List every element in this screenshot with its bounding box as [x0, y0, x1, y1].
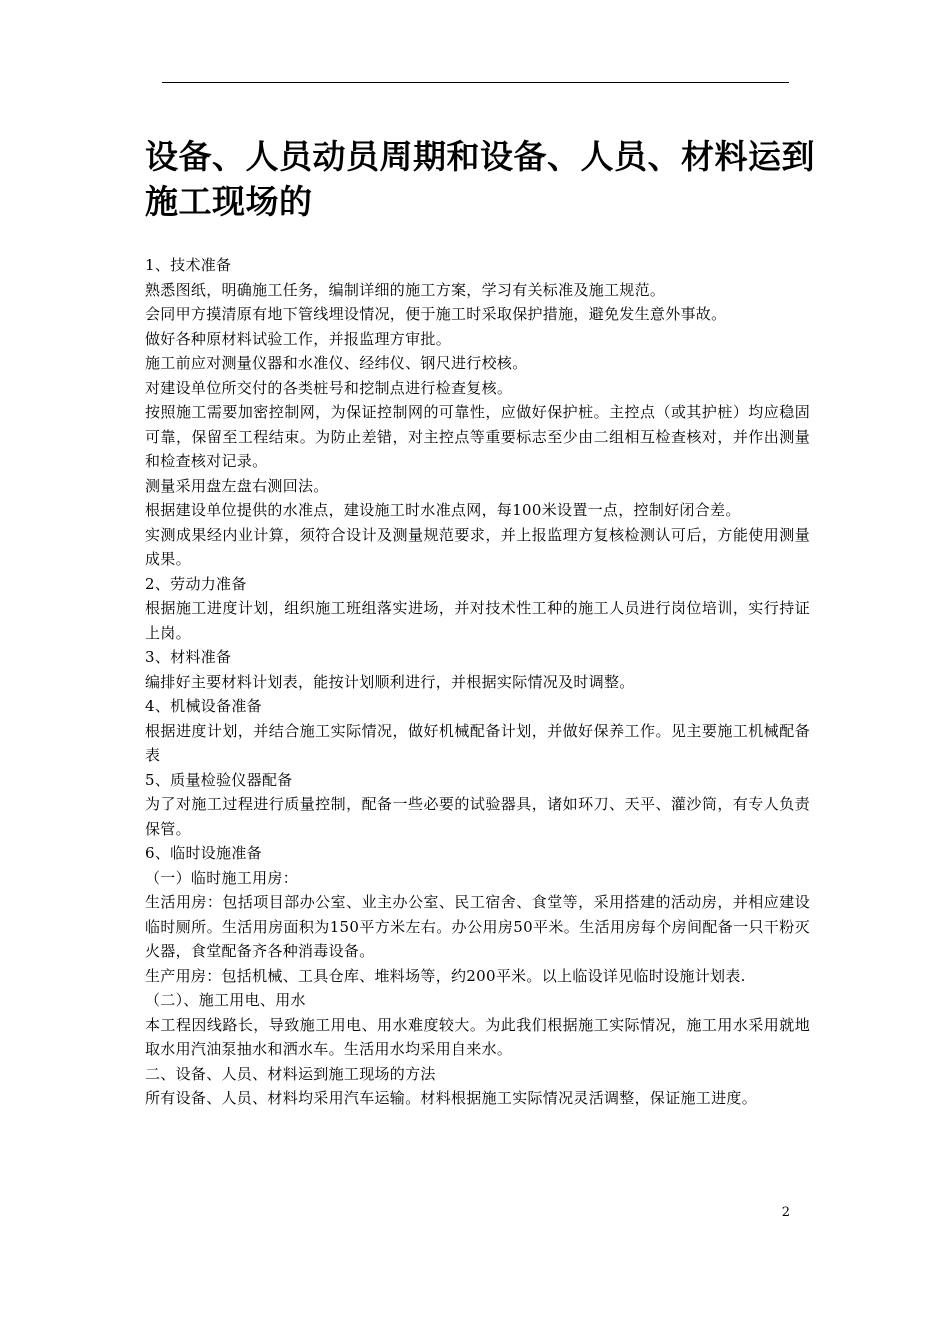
paragraph: 编排好主要材料计划表，能按计划顺利进行，并根据实际情况及时调整。 [145, 672, 635, 691]
subsection-heading-temporary-housing: （一）临时施工用房： [145, 868, 299, 887]
paragraph: 对建设单位所交付的各类桩号和挖制点进行检查复核。 [145, 378, 513, 397]
section-heading-technical-prep: 1、技术准备 [145, 256, 232, 274]
paragraph: 实测成果经内业计算，须符合设计及测量规范要求，并上报监理方复核检测认可后，方能使用测量成果。 [145, 525, 810, 568]
paragraph: 做好各种原材料试验工作，并报监理方审批。 [145, 329, 452, 348]
subsection-heading-power-water: （二）、施工用电、用水 [145, 991, 306, 1009]
header-rule [162, 82, 789, 83]
paragraph: 施工前应对测量仪器和水准仪、经纬仪、钢尺进行校核。 [145, 354, 528, 372]
section-heading-transport-method: 二、设备、人员、材料运到施工现场的方法 [145, 1064, 436, 1083]
section-heading-equipment-prep: 4、机械设备准备 [145, 697, 262, 715]
section-heading-material-prep: 3、材料准备 [145, 648, 232, 666]
section-heading-quality-instruments: 5、质量检验仪器配备 [145, 770, 293, 789]
paragraph: 本工程因线路长，导致施工用电、用水难度较大。为此我们根据施工实际情况，施工用水采用就地取水用汽油泵抽水和洒水车。生活用水均采用自来水。 [145, 1015, 810, 1058]
paragraph: 根据施工进度计划，组织施工班组落实进场，并对技术性工种的施工人员进行岗位培训，实行持证上岗。 [145, 599, 810, 642]
paragraph: 测量采用盘左盘右测回法。 [145, 476, 329, 495]
paragraph: 按照施工需要加密控制网，为保证控制网的可靠性，应做好保护桩。主控点（或其护桩）均应稳固可靠，保留至工程结束。为防止差错，对主控点等重要标志至少由二组相互检查核对，并作出测量和检查核对记录。 [145, 403, 810, 470]
paragraph: 根据建设单位提供的水准点，建设施工时水准点网，每100米设置一点，控制好闭合差。 [145, 501, 741, 519]
paragraph: 会同甲方摸清原有地下管线埋设情况，便于施工时采取保护措施，避免发生意外事故。 [145, 305, 727, 323]
paragraph: 为了对施工过程进行质量控制，配备一些必要的试验器具，诸如环刀、天平、灌沙筒，有专人负责保管。 [145, 795, 810, 838]
section-heading-temporary-facilities: 6、临时设施准备 [145, 844, 262, 862]
paragraph: 熟悉图纸，明确施工任务，编制详细的施工方案，学习有关标准及施工规范。 [145, 280, 666, 299]
page-number: 2 [781, 1205, 790, 1220]
paragraph: 生活用房：包括项目部办公室、业主办公室、民工宿舍、食堂等，采用搭建的活动房，并相应建设临时厕所。生活用房面积为150平方米左右。办公用房50平米。生活用房每个房间配备一只干粉灭火器，食堂配备齐各种消毒设备。 [145, 893, 810, 960]
section-heading-labor-prep: 2、劳动力准备 [145, 574, 247, 593]
paragraph: 所有设备、人员、材料均采用汽车运输。材料根据施工实际情况灵活调整，保证施工进度。 [145, 1089, 758, 1107]
paragraph: 根据进度计划，并结合施工实际情况，做好机械配备计划，并做好保养工作。见主要施工机械配备表 [145, 721, 810, 764]
document-title: 设备、人员动员周期和设备、人员、材料运到施工现场的 [145, 137, 815, 221]
paragraph: 生产用房：包括机械、工具仓库、堆料场等，约200平米。以上临设详见临时设施计划表. [145, 966, 746, 985]
document-body [145, 253, 810, 1111]
